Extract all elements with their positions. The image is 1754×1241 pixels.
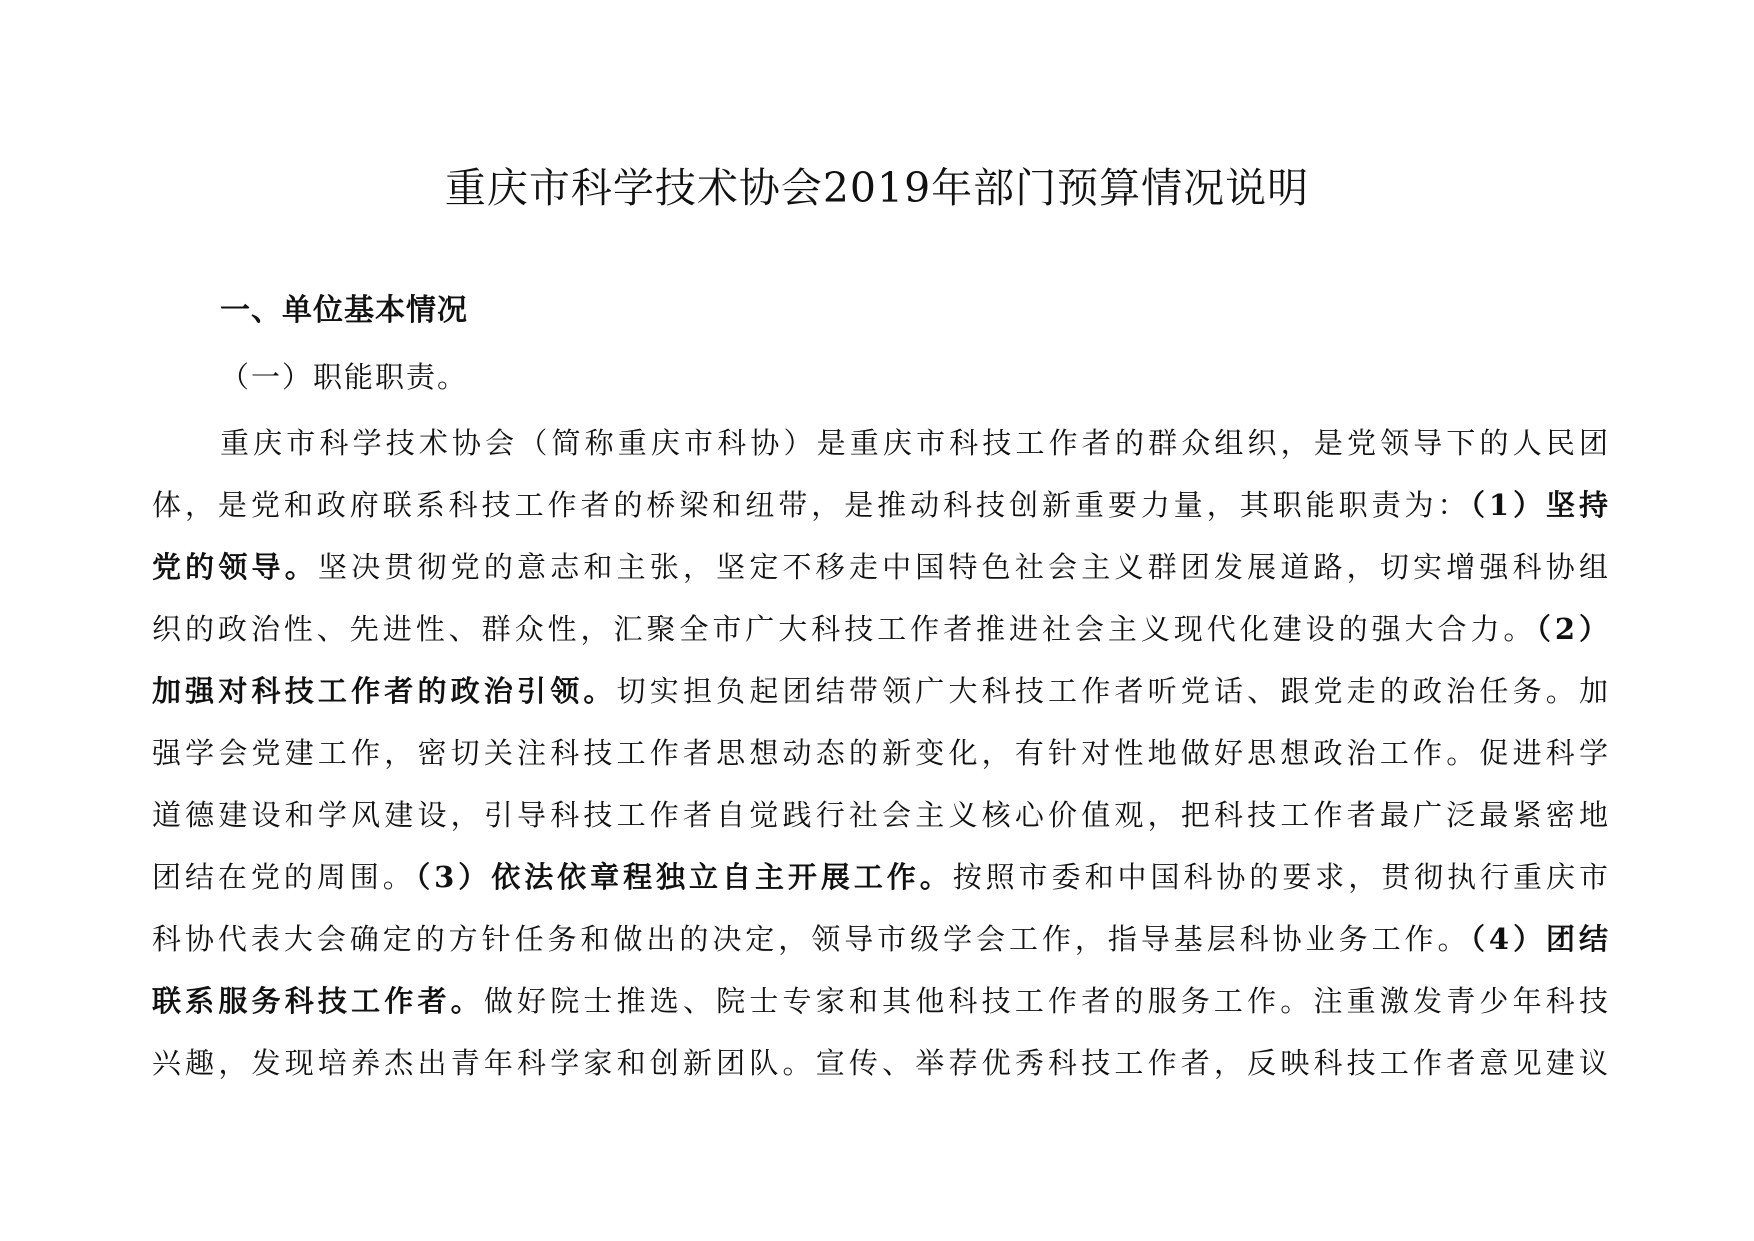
text-line [152, 660, 1608, 722]
bold-text-segment: （1）坚持 [1470, 488, 1608, 522]
text-segment: 科协代表大会确定的方针任务和做出的决定，领导市级学会工作，指导基层科协业务工作。 [152, 922, 1471, 956]
text-segment: 强学会党建工作，密切关注科技工作者思想动态的新变化，有针对性地做好思想政治工作。促进科学 [152, 736, 1608, 770]
text-line [152, 536, 1608, 598]
text-line [152, 846, 1608, 908]
text-segment: 做好院士推选、院士专家和其他科技工作者的服务工作。注重激发青少年科技 [483, 984, 1608, 1018]
text-line [152, 412, 1608, 474]
body-paragraph [152, 412, 1608, 1094]
text-segment: 织的政治性、先进性、群众性，汇聚全市广大科技工作者推进社会主义现代化建设的强大合力。 [152, 612, 1537, 646]
text-segment: 坚决贯彻党的意志和主张，坚定不移走中国特色社会主义群团发展道路，切实增强科协组 [317, 550, 1608, 584]
text-line [152, 784, 1608, 846]
bold-text-segment: 党的领导。 [152, 550, 318, 584]
bold-text-segment: （3）依法依章程独立自主开展工作。 [415, 860, 953, 894]
text-segment: 按照市委和中国科协的要求，贯彻执行重庆市 [952, 860, 1608, 894]
bold-text-segment: （2） [1536, 612, 1608, 646]
text-line [152, 970, 1608, 1032]
text-segment: 兴趣，发现培养杰出青年科学家和创新团队。宣传、举荐优秀科技工作者，反映科技工作者意见建议 [152, 1046, 1608, 1080]
text-segment: 切实担负起团结带领广大科技工作者听党话、跟党走的政治任务。加 [616, 674, 1608, 708]
text-segment: 重庆市科学技术协会（简称重庆市科协）是重庆市科技工作者的群众组织，是党领导下的人民团 [220, 426, 1608, 460]
text-segment: 体，是党和政府联系科技工作者的桥梁和纽带，是推动科技创新重要力量，其职能职责为： [152, 488, 1471, 522]
section-heading: 一、单位基本情况 [220, 293, 468, 328]
bold-text-segment: 联系服务科技工作者。 [152, 984, 484, 1018]
document-title: 重庆市科学技术协会2019年部门预算情况说明 [444, 164, 1310, 212]
text-line [152, 598, 1608, 660]
bold-text-segment: 加强对科技工作者的政治引领。 [152, 674, 617, 708]
bold-text-segment: （4）团结 [1470, 922, 1608, 956]
text-line [152, 908, 1608, 970]
text-line [152, 474, 1608, 536]
text-line [152, 722, 1608, 784]
text-segment: 道德建设和学风建设，引导科技工作者自觉践行社会主义核心价值观，把科技工作者最广泛最紧密地 [152, 798, 1608, 832]
text-segment: 团结在党的周围。 [152, 860, 416, 894]
sub-heading: （一）职能职责。 [220, 360, 469, 394]
text-line [152, 1032, 1608, 1094]
